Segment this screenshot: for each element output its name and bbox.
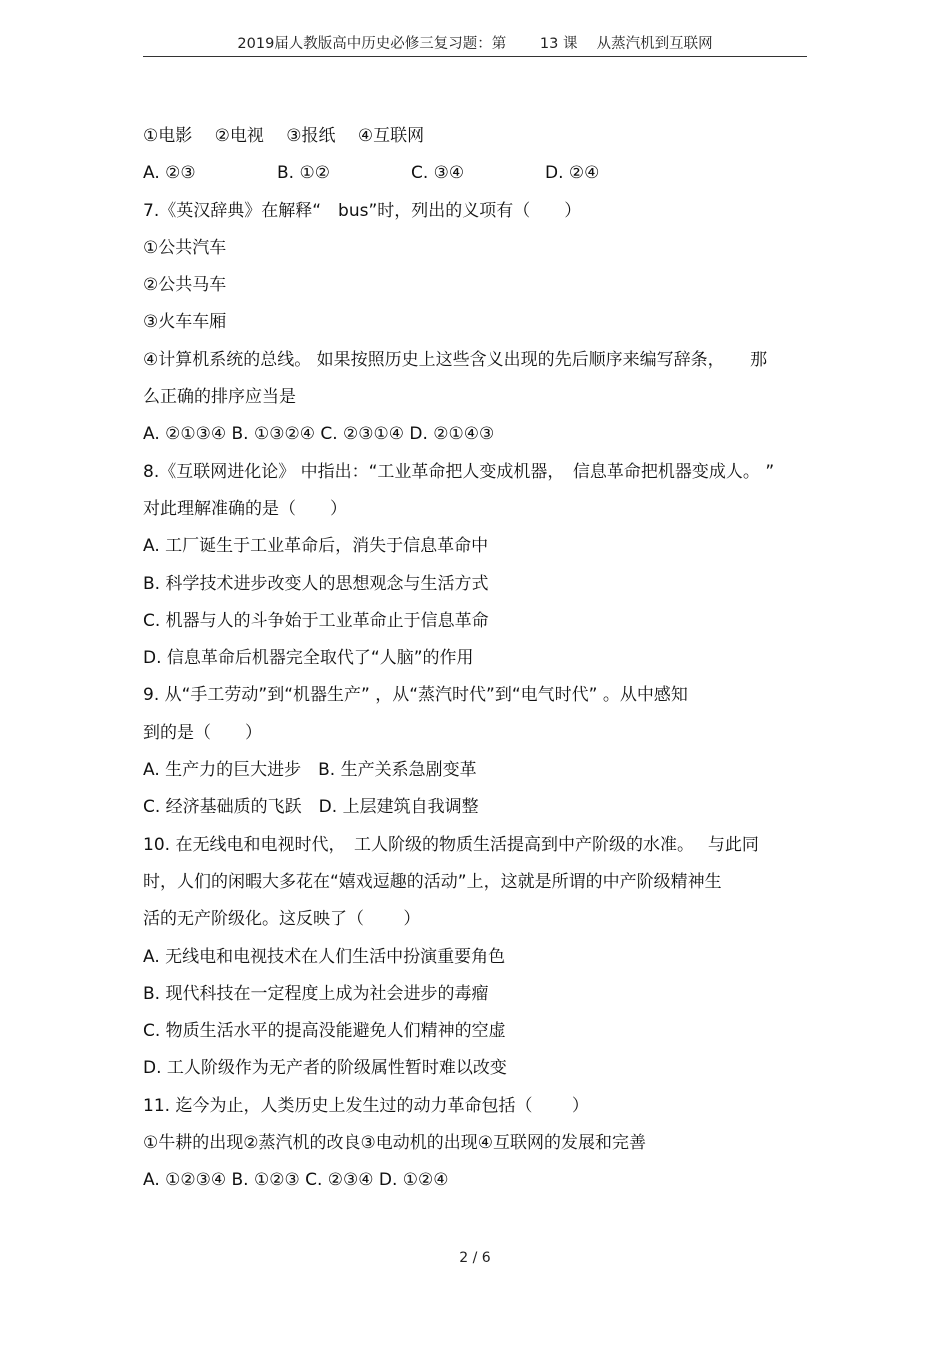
text-line: A. 生产力的巨大进步 B. 生产关系急剧变革 — [143, 760, 477, 781]
text-line: ①电影 ②电视 ③报纸 ④互联网 — [143, 126, 425, 146]
option-a: A. ②③ — [143, 163, 196, 184]
text-line: 活的无产阶级化。这反映了（ ） — [143, 909, 421, 930]
question-11: 11. 迄今为止，人类历史上发生过的动力革命包括（ ） — [143, 1095, 589, 1116]
text-line: C. 机器与人的斗争始于工业革命止于信息革命 — [143, 610, 489, 631]
text-line: D. 工人阶级作为无产者的阶级属性暂时难以改变 — [143, 1058, 507, 1079]
option-c: C. ③④ — [411, 163, 465, 184]
question-8: 8.《互联网进化论》 中指出：“工业革命把人变成机器， 信息革命把机器变成人。 ” — [143, 461, 775, 482]
page-number: 2 / 6 — [459, 1250, 491, 1266]
text-line: B. 科学技术进步改变人的思想观念与生活方式 — [143, 573, 489, 594]
text-line: 时，人们的闲暇大多花在“嬉戏逗趣的活动”上，这就是所谓的中产阶级精神生 — [143, 871, 722, 892]
question-9: 9. 从“手工劳动”到“机器生产” ，从“蒸汽时代”到“电气时代” 。从中感知 — [143, 685, 688, 706]
text-line: 到的是（ ） — [143, 722, 262, 743]
text-line: ①公共汽车 — [143, 237, 227, 258]
page-header — [143, 34, 807, 57]
question-7: 7.《英汉辞典》在解释“ bus”时，列出的义项有（ ） — [143, 200, 582, 221]
text-line: ④计算机系统的总线。 如果按照历史上这些含义出现的先后顺序来编写辞条， 那 — [143, 349, 768, 370]
text-line: ②公共马车 — [143, 275, 227, 296]
text-line: A. 工厂诞生于工业革命后，消失于信息革命中 — [143, 536, 489, 557]
option-d: D. ②④ — [545, 163, 600, 184]
text-line: 么正确的排序应当是 — [143, 387, 296, 408]
header-title: 2019届人教版高中历史必修三复习题：第 13 课 从蒸汽机到互联网 — [237, 36, 713, 52]
answer-options — [143, 155, 807, 192]
text-line: A. ①②③④ B. ①②③ C. ②③④ D. ①②④ — [143, 1170, 449, 1191]
document-body — [143, 118, 807, 1200]
text-line: A. 无线电和电视技术在人们生活中扮演重要角色 — [143, 946, 506, 967]
text-line: C. 物质生活水平的提高没能避免人们精神的空虚 — [143, 1021, 506, 1042]
option-b: B. ①② — [277, 163, 330, 184]
text-line: B. 现代科技在一定程度上成为社会进步的毒瘤 — [143, 983, 489, 1004]
text-line: C. 经济基础质的飞跃 D. 上层建筑自我调整 — [143, 797, 479, 818]
text-line: ①牛耕的出现②蒸汽机的改良③电动机的出现④互联网的发展和完善 — [143, 1133, 646, 1154]
page-footer — [0, 1250, 950, 1266]
question-10: 10. 在无线电和电视时代， 工人阶级的物质生活提高到中产阶级的水准。 与此同 — [143, 834, 759, 855]
text-line: 对此理解准确的是（ ） — [143, 498, 347, 519]
text-line: A. ②①③④ B. ①③②④ C. ②③①④ D. ②①④③ — [143, 424, 495, 445]
text-line: D. 信息革命后机器完全取代了“人脑”的作用 — [143, 648, 474, 669]
text-line: ③火车车厢 — [143, 312, 227, 333]
